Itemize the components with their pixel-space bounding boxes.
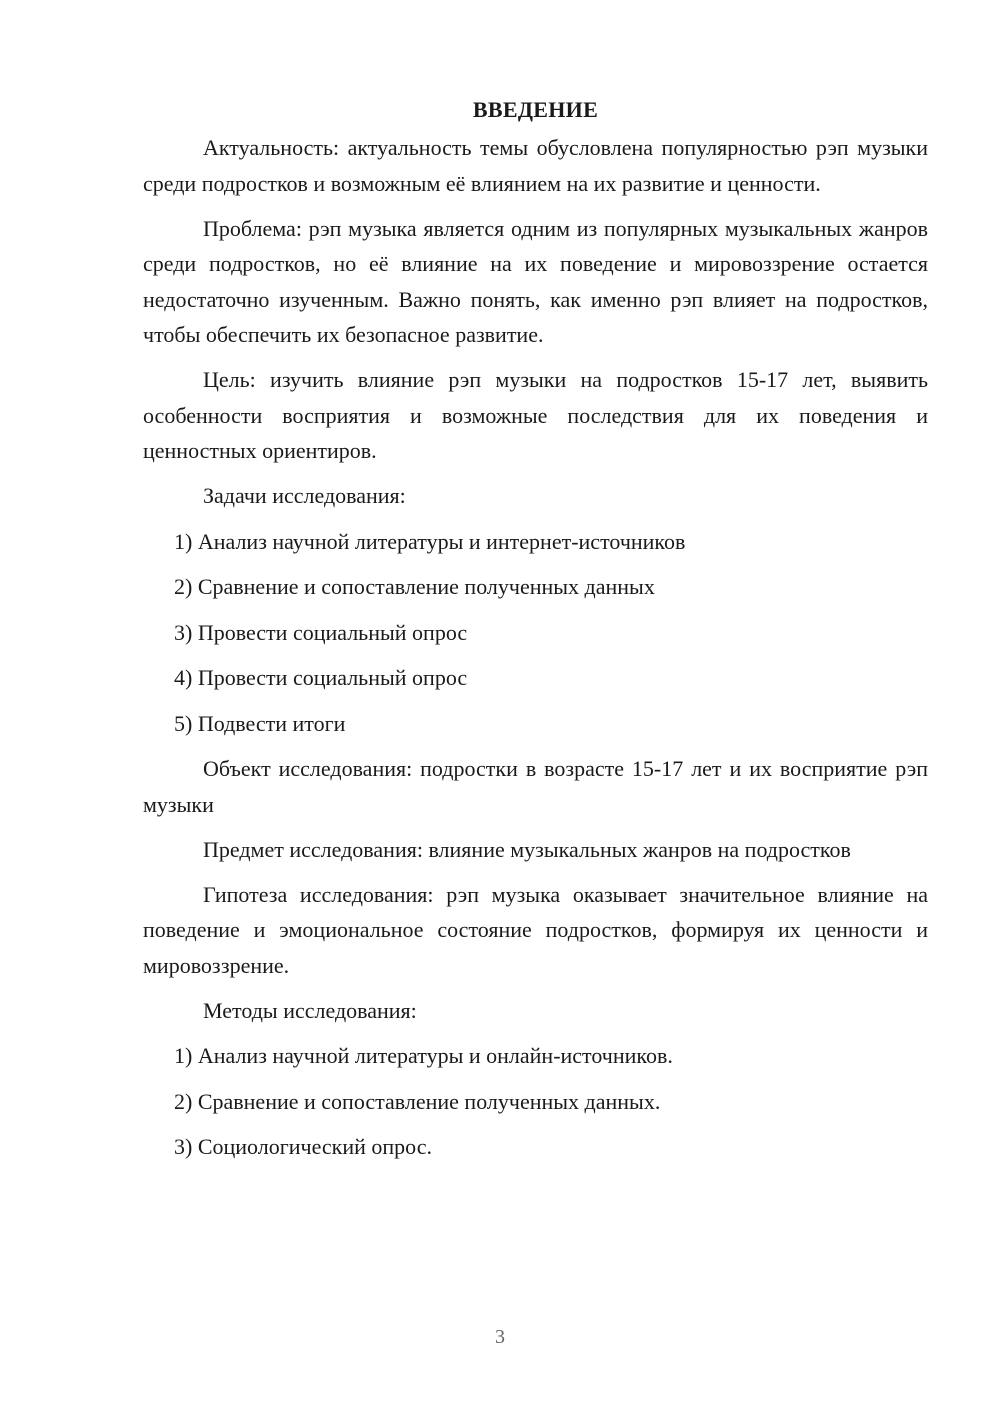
- list-item: 1) Анализ научной литературы и интернет-источников: [174, 528, 686, 554]
- goal-paragraph: Цель: изучить влияние рэп музыки на подростков 15-17 лет, выявить особенности восприятия и возможные последствия для их поведения и ценностных ориентиров.: [143, 367, 928, 463]
- tasks-heading: Задачи исследования:: [203, 483, 406, 508]
- methods-list: [143, 1038, 928, 1165]
- relevance-paragraph: Актуальность: актуальность темы обусловлена популярностью рэп музыки среди подростков и возможным её влиянием на их развитие и ценности.: [143, 135, 928, 196]
- subject-paragraph: Предмет исследования: влияние музыкальных жанров на подростков: [203, 836, 851, 862]
- object-paragraph: Объект исследования: подростки в возрасте 15-17 лет и их восприятие рэп музыки: [143, 756, 928, 817]
- page-number: 3: [495, 1326, 505, 1348]
- list-item: 4) Провести социальный опрос: [174, 665, 468, 690]
- methods-heading: Методы исследования:: [203, 997, 417, 1023]
- list-item: 2) Сравнение и сопоставление полученных данных: [174, 574, 655, 599]
- list-item: 3) Социологический опрос.: [174, 1134, 432, 1159]
- tasks-list: [143, 524, 928, 742]
- list-item: 1) Анализ научной литературы и онлайн-источников.: [174, 1043, 673, 1068]
- list-item: 2) Сравнение и сопоставление полученных данных.: [174, 1088, 661, 1114]
- document-page: [143, 90, 928, 1175]
- problem-paragraph: Проблема: рэп музыка является одним из популярных музыкальных жанров среди подростков, но её влияние на их поведение и мировоззрение остается недостаточно изученным. Важно понять, как именно рэп влияет на подростков, чтобы обеспечить их безопасное развитие.: [143, 215, 928, 347]
- document-title: ВВЕДЕНИЕ: [472, 97, 599, 122]
- list-item: 3) Провести социальный опрос: [174, 619, 468, 645]
- list-item: 5) Подвести итоги: [174, 710, 346, 736]
- hypothesis-paragraph: Гипотеза исследования: рэп музыка оказывает значительное влияние на поведение и эмоциональное состояние подростков, формируя их ценности и мировоззрение.: [143, 881, 928, 978]
